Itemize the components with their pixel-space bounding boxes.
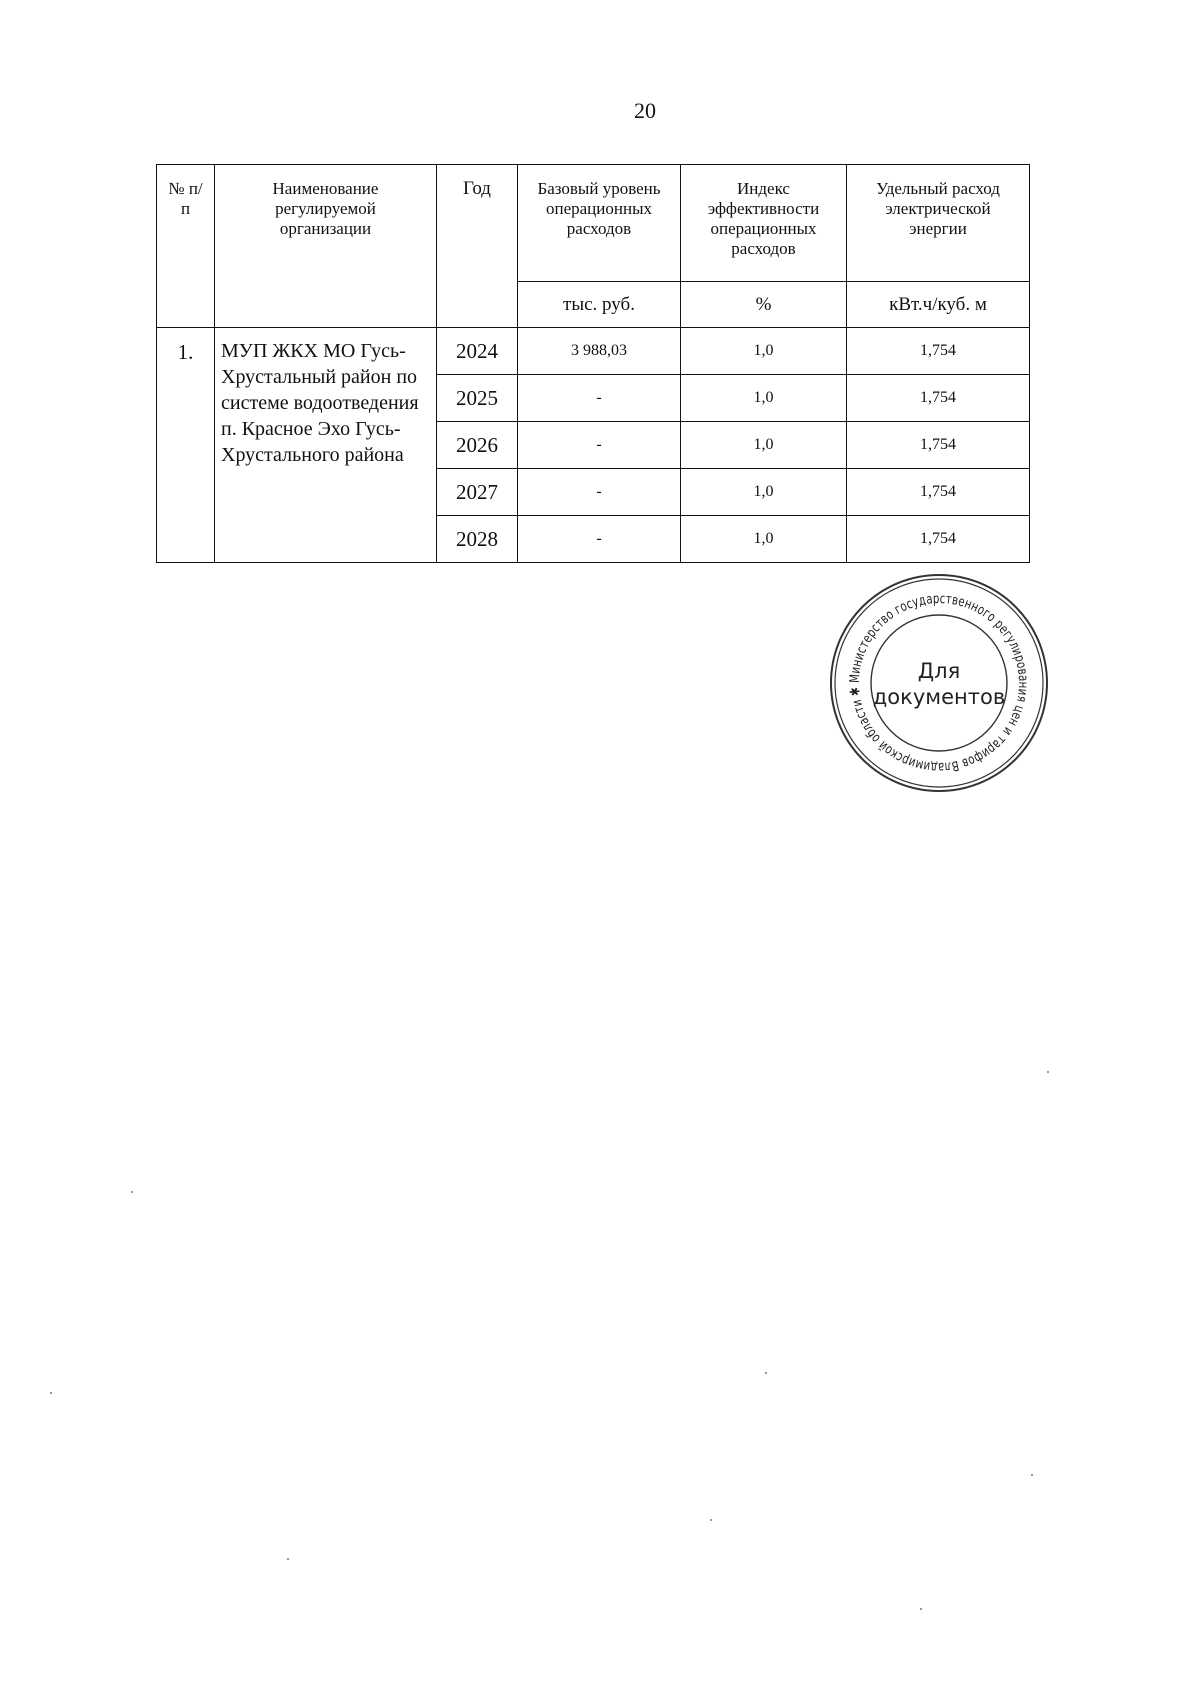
page-number: 20: [634, 98, 656, 123]
electric-cell: 1,754: [847, 469, 1030, 516]
row-org: МУП ЖКХ МО Гусь-Хрустальный район по системе водоотведения п. Красное Эхо Гусь-Хрустального района: [215, 328, 437, 563]
ministry-stamp: [826, 570, 1052, 796]
stamp-outer-ring-inner: [835, 579, 1043, 787]
electric-cell: 1,754: [847, 516, 1030, 563]
electric-cell: 1,754: [847, 328, 1030, 375]
index-cell: 1,0: [681, 469, 847, 516]
header-org: Наименование регулируемой организации: [215, 165, 437, 328]
base-cell: -: [518, 375, 681, 422]
year-cell: 2026: [437, 422, 518, 469]
row-num: 1.: [157, 328, 215, 563]
header-row: [157, 165, 1030, 282]
unit-base: тыс. руб.: [518, 282, 681, 328]
base-cell: -: [518, 516, 681, 563]
year-cell: 2024: [437, 328, 518, 375]
header-electric: Удельный расход электрической энергии: [847, 165, 1030, 282]
base-cell: -: [518, 469, 681, 516]
electric-cell: 1,754: [847, 422, 1030, 469]
index-cell: 1,0: [681, 328, 847, 375]
stamp-outer-ring: [831, 575, 1047, 791]
index-cell: 1,0: [681, 375, 847, 422]
tariff-table: [156, 164, 1030, 563]
stamp-center-line2: документов: [872, 685, 1006, 709]
index-cell: 1,0: [681, 516, 847, 563]
year-cell: 2027: [437, 469, 518, 516]
header-year: Год: [437, 165, 518, 328]
stamp-inner-ring: [871, 615, 1007, 751]
stamp-center-line1: Для: [917, 659, 961, 683]
base-cell: 3 988,03: [518, 328, 681, 375]
index-cell: 1,0: [681, 422, 847, 469]
unit-electric: кВт.ч/куб. м: [847, 282, 1030, 328]
year-cell: 2025: [437, 375, 518, 422]
table-row: [157, 328, 1030, 375]
header-index: Индекс эффективности операционных расходов: [681, 165, 847, 282]
base-cell: -: [518, 422, 681, 469]
header-base: Базовый уровень операционных расходов: [518, 165, 681, 282]
stamp-ring-text: Министерство государственного регулирования цен и тарифов Владимирской области ✱: [846, 590, 1032, 776]
year-cell: 2028: [437, 516, 518, 563]
header-num: № п/п: [157, 165, 215, 328]
unit-index: %: [681, 282, 847, 328]
electric-cell: 1,754: [847, 375, 1030, 422]
